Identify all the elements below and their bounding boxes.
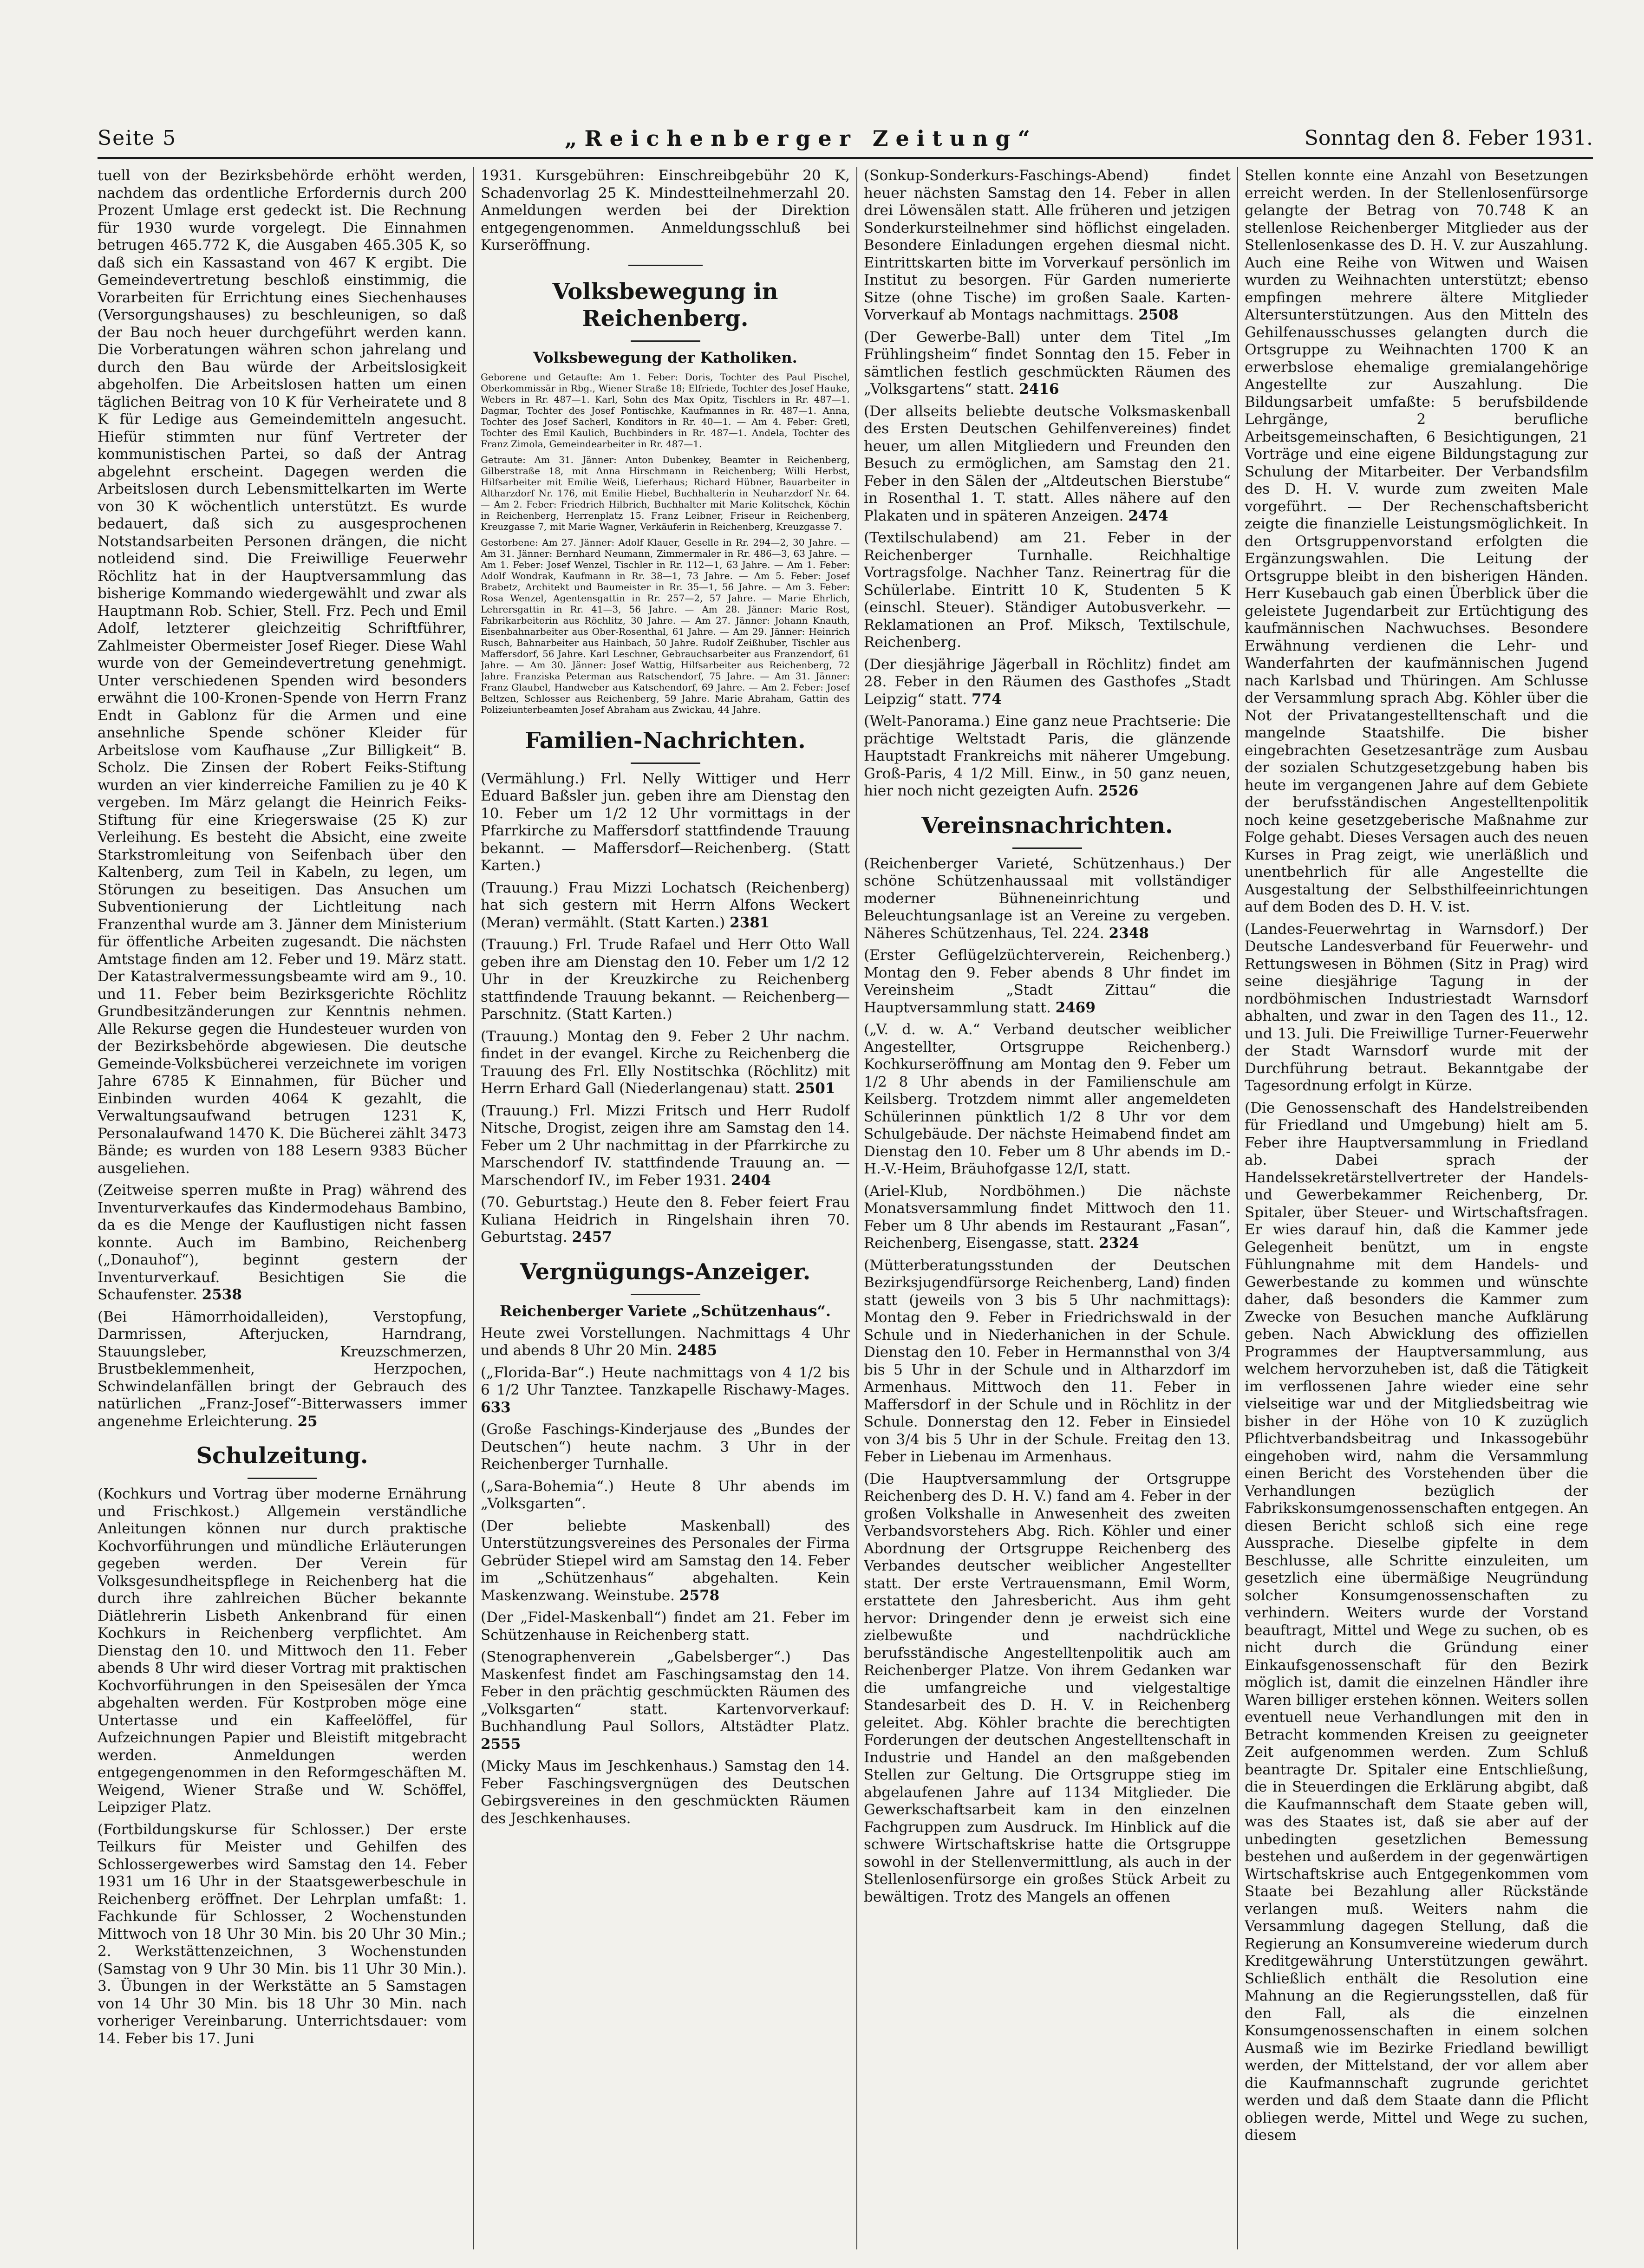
- register-births: Geborene und Getaufte: Am 1. Feber: Doris, Tochter des Paul Pischel, Oberkommissär in Rbg., Wiener Straße 18; Elfriede, Tochter des Josef Hauke, Webers in Rr. 487—1. Karl, Sohn des Max Opitz, Tischlers in Rr. 487—1. Dagmar, Tochter des Josef Pontischke, Kaufmannes in Rr. 487—1. Anna, Tochter des Josef Sacherl, Konditors in Rr. 40—1. — Am 4. Feber: Gretl, Tochter des Emil Kaulich, Buchbinders in Rr. 487—1. Andela, Tochter des Franz Zimola, Gemeindearbeiter in Rr. 487—1.: [481, 371, 850, 450]
- ad-code: 2416: [1019, 381, 1059, 398]
- event-notice: [864, 403, 1231, 525]
- notice-text: (Bei Hämorrhoidalleiden), Verstopfung, Darmrissen, Afterjucken, Harndrang, Stauungsleber, Kreuzschmerzen, Brustbeklemmenheit, Herzpochen, Schwindelanfällen bringt der Gebrauch des natürlichen „Franz-Josef“-Bitterwassers immer angenehme Erleichterung.: [98, 1308, 467, 1430]
- header-rule: [98, 157, 1593, 159]
- section-heading-vereinsnachrichten: Vereinsnachrichten.: [864, 812, 1231, 849]
- masthead: „Reichenberger Zeitung“: [564, 126, 1038, 151]
- subheading: Reichenberger Variete „Schützenhaus“.: [499, 1302, 831, 1320]
- event-notice: [481, 1518, 850, 1605]
- notice-text: (Sonkup-Sonderkurs-Faschings-Abend) findet heuer nächsten Samstag den 14. Feber in allen drei Löwensälen statt. Alle früheren und jetzigen Sonderkursteilnehmer sind höflichst eingeladen. Besondere Einladungen ergehen diesmal nicht. Eintrittskarten bitte im Vorverkauf persönlich im Institut zu besorgen. Für Garden numerierte Sitze (ohne Tische) im großen Saale. Karten-Vorverkauf ab Montags nachmittags.: [864, 167, 1231, 323]
- ad-code: 2485: [677, 1342, 718, 1359]
- column-1: [98, 167, 467, 2249]
- notice-text: („Florida-Bar“.) Heute nachmittags von 4 1/2 bis 6 1/2 Uhr Tanztee. Tanzkapelle Rischawy-Mages.: [481, 1364, 850, 1398]
- notice-text: (Zeitweise sperren mußte in Prag) während des Inventurverkaufes das Kindermodehaus Bambino, da es die Menge der Kauflustigen nicht fassen konnte. Auch im Bambino, Reichenberg („Donauhof“), beginnt gestern der Inventurverkauf. Besichtigen Sie die Schaufenster.: [98, 1182, 467, 1303]
- ad-code: 2508: [1138, 306, 1179, 323]
- notice: [98, 1309, 467, 1431]
- register-deaths: Gestorbene: Am 27. Jänner: Adolf Klauer, Geselle in Rr. 294—2, 30 Jahre. — Am 31. Jänner: Bernhard Neumann, Zimmermaler in Rr. 486—3, 63 Jahre. — Am 1. Feber: Josef Wenzel, Tischler in Rr. 112—1, 63 Jahre. — Am 1. Feber: Adolf Wondrak, Kaufmann in Rr. 38—1, 73 Jahre. — Am 5. Feber: Josef Brabetz, Architekt und Baumeister in Rr. 35—1, 56 Jahre. — Am 3. Feber: Rosa Wenzel, Agentensgattin in Rr. 257—2, 57 Jahre. — Marie Ehrlich, Lehrersgattin in Rr. 41—3, 56 Jahre. — Am 28. Jänner: Marie Rost, Fabrikarbeiterin aus Röchlitz, 30 Jahre. — Am 27. Jänner: Johann Knauth, Eisenbahnarbeiter aus Ober-Rosenthal, 61 Jahre. — Am 29. Jänner: Heinrich Rusch, Bahnarbeiter aus Hainbach, 50 Jahre. Rudolf Zeißhuber, Tischler aus Maffersdorf, 56 Jahre. Karl Leschner, Gebrauchsarbeiter aus Franzendorf, 61 Jahre. — Am 30. Jänner: Josef Wattig, Hilfsarbeiter aus Reichenberg, 72 Jahre. Franziska Peterman aus Ratschendorf, 75 Jahre. — Am 31. Jänner: Franz Glaubel, Handweber aus Katschendorf, 69 Jahre. — Am 2. Feber: Josef Beltzen, Schlosser aus Reichenberg, 59 Jahre. Marie Abraham, Gattin des Polizeiunterbeamten Josef Abraham aus Zwickau, 44 Jahre.: [481, 536, 850, 715]
- event-notice: [481, 1364, 850, 1417]
- article-text: (Landes-Feuerwehrtag in Warnsdorf.) Der Deutsche Landesverband für Feuerwehr- und Rettungswesen in Böhmen (Sitz in Prag) wird seine diesjährige Tagung in der nordböhmischen Industriestadt Warnsdorf abhalten, und zwar in den Tagen des 11., 12. und 13. Juli. Die Freiwillige Turner-Feuerwehr der Stadt Warnsdorf wurde mit der Durchführung betraut. Bekanntgabe der Tagesordnung erfolgt in Kürze.: [1245, 920, 1588, 1094]
- section-heading-schulzeitung: Schulzeitung.: [98, 1442, 467, 1479]
- notice-text: (70. Geburtstag.) Heute den 8. Feber feiert Frau Kuliana Heidrich in Ringelshain ihren 70. Geburtstag.: [481, 1194, 850, 1245]
- section-heading-vergnuegung: Vergnügungs-Anzeiger.: [481, 1258, 850, 1295]
- notice-text: (Erster Geflügelzüchterverein, Reichenberg.) Montag den 9. Feber abends 8 Uhr findet im Vereinsheim „Stadt Zittau“ die Hauptversammlung statt.: [864, 947, 1231, 1016]
- event-notice: [481, 1325, 850, 1360]
- subheading: Volksbewegung der Katholiken.: [533, 348, 797, 366]
- notice-text: (Trauung.) Frau Mizzi Lochatsch (Reichenberg) hat sich gestern mit Herrn Alfons Weckert (Meran) vermählt. (Statt Karten.): [481, 879, 850, 931]
- article-text: (Kochkurs und Vortrag über moderne Ernährung und Frischkost.) Allgemein verständliche Anleitungen können nur durch praktische Kochvorführungen und mündliche Erläuterungen gegeben werden. Der Verein für Volksgesundheitspflege in Reichenberg hat die durch ihre zahlreichen Bücher bekannte Diätlehrerin Lisbeth Ankenbrand für einen Kochkurs in Reichenberg verpflichtet. Am Dienstag den 10. und Mittwoch den 11. Feber abends 8 Uhr wird dieser Vortrag mit praktischen Kochvorführungen in den Speisesälen der Ymca abgehalten werden. Für Kostproben möge eine Untertasse und ein Kaffeelöffel, für Aufzeichnungen Papier und Bleistift mitgebracht werden. Anmeldungen werden entgegengenommen in den Reformgeschäften M. Weigend, Wiener Straße und W. Schöffel, Leipziger Platz.: [98, 1486, 467, 1816]
- article-text: (Die Genossenschaft des Handelstreibenden für Friedland und Umgebung) hielt am 5. Feber ihre Hauptversammlung in Friedland ab. Dabei sprach der Handelssekretärstellvertreter der Handels- und Gewerbekammer Reichenberg, Dr. Spitaler, über Steuer- und Wirtschaftsfragen. Er wies darauf hin, daß die Kammer jede Gelegenheit benützt, um in engste Fühlungnahme mit dem Handels- und Gewerbestande zu kommen und wünschte daher, daß besonders die Kammer zum Zwecke von Besuchen manche Aufklärung geben. Nach Abwicklung des offiziellen Programmes der Hauptversammlung, aus welchem hervorzuheben ist, daß die Tätigkeit im verflossenen Jahre wieder eine sehr vielseitige war und der Mitgliedsbeitrag wie bisher in der Höhe von 10 K zuzüglich Pflichtverbandsbeitrag und Inkassogebühr eingehoben wird, nahm die Versammlung einen Bericht des Vorstehenden über die Verhandlungen bezüglich der Fabrikskonsumgenossenschaften entgegen. An diesen Bericht schloß sich eine rege Aussprache. Dieselbe gipfelte in dem Beschlusse, alle Schritte einzuleiten, um gesetzlich eine übermäßige Neugründung solcher Konsumgenossenschaften zu verhindern. Weiters wurde der Vorstand beauftragt, Mittel und Wege zu suchen, ob es nicht durch die Gründung einer Einkaufsgenossenschaft für den Bezirk möglich ist, damit die einzelnen Händler ihre Waren billiger erstehen können. Weiters sollen eventuell neue Verhandlungen mit den in Betracht kommenden Kreisen zu geeigneter Zeit aufgenommen werden. Zum Schluß beantragte Dr. Spitaler eine Entschließung, die in Steuerdingen die Erklärung abgibt, daß die Kaufmannschaft dem Staate geben will, was des Staates ist, daß sie aber auf der unbedingten gesetzlichen Bemessung bestehen und außerdem in der gegenwärtigen Wirtschaftskrise auch Entgegenkommen vom Staate bei Bezahlung aller Rückstände verlangen muß. Weiters nahm die Versammlung dagegen Stellung, daß die Regierung an Konsumvereine wiederum durch Kreditgewährung Unterstützungen gewährt. Schließlich enthält die Resolution eine Mahnung an die Regierungsstellen, daß für den Fall, als die einzelnen Konsumgenossenschaften in einem solchen Ausmaß wie im Bezirke Friedland bewilligt werden, der Mittelstand, der vor allem aber die Kaufmannschaft zugrunde gerichtet werden und daß dem Staate dann die Pflicht obliegen werde, Mittel und Wege zu suchen, diesem: [1245, 1099, 1588, 2144]
- ad-code: 2457: [572, 1229, 612, 1245]
- ad-code: 2501: [795, 1080, 835, 1097]
- article-text: tuell von der Bezirksbehörde erhöht werden, nachdem das ordentliche Erfordernis durch 200 Prozent Umlage erst gedeckt ist. Die Rechnung für 1930 wurde vorgelegt. Die Einnahmen betrugen 465.772 K, die Ausgaben 465.305 K, so daß sich ein Kassastand von 467 K ergibt. Die Gemeindevertretung beschloß einstimmig, die Vorarbeiten für Errichtung eines Siechenhauses (Versorgungshauses) zu beschleunigen, so daß der Bau noch heuer durchgeführt werden kann. Die Vorberatungen währen schon jahrelang und durch den Bau würde der Arbeitslosigkeit abgeholfen. Die Arbeitslosen hatten um einen täglichen Beitrag von 10 K für Verheiratete und 8 K für Ledige aus Gemeindemitteln angesucht. Hiefür stimmten nur fünf Vertreter der kommunistischen Partei, so daß der Antrag abgelehnt erscheint. Dagegen werden die Arbeitslosen durch Lebensmittelkarten im Werte von 30 K wöchentlich unterstützt. Es wurde bedauert, daß sich zu ausgesprochenen Notstandsarbeiten Personen drängen, die nicht notleidend sind. Die Freiwillige Feuerwehr Röchlitz hat in der Hauptversammlung das bisherige Kommando wiedergewählt und zwar als Hauptmann Rob. Schier, Stell. Frz. Pech und Emil Adolf, letzterer gleichzeitig Schriftführer, Zahlmeister Obermeister Josef Rieger. Diese Wahl wurde von der Gemeindevertretung genehmigt. Unter verschiedenen Spenden wird besonders erwähnt die 100-Kronen-Spende von Herrn Franz Endt in Gablonz für die Armen und eine ansehnliche Spende schöner Kleider für Arbeitslose vom Kaufhause „Zur Billigkeit“ B. Scholz. Die Zinsen der Robert Feiks-Stiftung wurden an vier kinderreiche Familien zu je 40 K vergeben. Im März gelangt die Heinrich Feiks-Stiftung für eine Kriegerswaise (25 K) zur Verleihung. Es besteht die Absicht, eine zweite Starkstromleitung von Seifenbach über den Kaltenberg, zum Teil in Kabeln, zu legen, um Störungen zu beseitigen. Das Ansuchen um Subventionierung der Lichtleitung nach Franzenthal wurde am 3. Jänner dem Ministerium für öffentliche Arbeiten zugesandt. Die nächsten Amtstage finden am 12. Feber und 19. März statt. Der Katastralvermessungsbeamte wird am 9., 10. und 11. Feber beim Bezirksgerichte Röchlitz Grundbesitzänderungen zur Kenntnis nehmen. Alle Rekurse gegen die Hundesteuer wurden von der Bezirksbehörde abgewiesen. Die deutsche Gemeinde-Volksbücherei verzeichnete im vorigen Jahre 6785 K Einnahmen, für Bücher und Einbinden wurden 4064 K gezahlt, die Verwaltungsaufwand betrugen 1231 K, Personalaufwand 1470 K. Die Bücherei zählt 3473 Bände; es wurden von 188 Lesern 9383 Bücher ausgeliehen.: [98, 167, 467, 1177]
- column-2: [481, 167, 850, 2249]
- section-heading-familien: Familien-Nachrichten.: [481, 727, 850, 764]
- ad-code: 25: [297, 1413, 318, 1430]
- notice-text: (Der beliebte Maskenball) des Unterstützungsvereines des Personales der Firma Gebrüder Stiepel wird am Samstag den 14. Feber im „Schützenhaus“ abgehalten. Kein Maskenzwang. Weinstube.: [481, 1517, 850, 1604]
- notice-text: (Ariel-Klub, Nordböhmen.) Die nächste Monatsversammlung findet Mittwoch den 11. Feber um 8 Uhr abends im Restaurant „Fasan“, Reichenberg, Eisengasse, statt.: [864, 1182, 1231, 1251]
- column-3: [864, 167, 1231, 2249]
- article-text: Stellen konnte eine Anzahl von Besetzungen erreicht werden. In der Stellenlosenfürsorge gelangte der Betrag von 70.748 K an stellenlose Reichenberger Mitglieder aus der Stellenlosenkasse des D. H. V. zur Auszahlung. Auch eine Reihe von Witwen und Waisen wurden zu Weihnachten unterstützt; ebenso empfingen mehrere ältere Mitglieder Altersunterstützungen. Aus den Mitteln des Gehilfenausschusses gelangten durch die Ortsgruppe zu Weihnachten 1700 K an erwerbslose ehemalige gremialangehörige Angestellte zur Auszahlung. Die Bildungsarbeit umfaßte: 5 berufsbildende Lehrgänge, 2 berufliche Arbeitsgemeinschaften, 6 Besichtigungen, 21 Vorträge und eine eigene Bildungstagung zur Schulung der Mitarbeiter. Der Verbandsfilm des D. H. V. wurde zum zweiten Male vorgeführt. — Der Rechenschaftsbericht zeigte die finanzielle Leistungsmöglichkeit. In den Ortsgruppenvorstand erfolgten die Ergänzungswahlen. Die Leitung der Ortsgruppe bleibt in den bisherigen Händen. Herr Kusebauch gab einen Überblick über die geleistete Jugendarbeit zur Ertüchtigung des kaufmännischen Nachwuchses. Besondere Erwähnung verdienen die Lehr- und Wanderfahrten der kaufmännischen Jugend nach Karlsbad und Thüringen. Am Schlusse der Versammlung sprach Abg. Köhler über die Not der Privatangestelltenschaft und die mangelnde Staatshilfe. Die bisher eingebrachten Gesetzesanträge zum Ausbau der sozialen Schutzgesetzgebung haben bis heute im vergangenen Jahre auf dem Gebiete der berufsständischen Angestelltenpolitik noch keine gesetzgeberische Maßnahme zur Folge gehabt. Dieses Versagen auch des neuen Kurses in Prag zeigt, wie unerläßlich und unentbehrlich für alle Angestellte die Ausgestaltung der Selbsthilfeeinrichtungen auf dem Boden des D. H. V. ist.: [1245, 167, 1588, 915]
- ad-code: 2469: [1055, 999, 1096, 1016]
- notice-text: (Der allseits beliebte deutsche Volksmaskenball des Ersten Deutschen Gehilfenvereines) findet heuer, um allen Mitgliedern und Freunden den Besuch zu ermöglichen, am Samstag den 21. Feber in den Sälen der „Altdeutschen Bierstube“ in Rosenthal 1. T. statt. Alles nähere auf den Plakaten und in späteren Anzeigen.: [864, 403, 1231, 524]
- event-notice: [481, 1649, 850, 1753]
- family-notice: [481, 1102, 850, 1190]
- event-notice: („Sara-Bohemia“.) Heute 8 Uhr abends im „Volksgarten“.: [481, 1478, 850, 1512]
- notice-text: (Trauung.) Montag den 9. Feber 2 Uhr nachm. findet in der evangel. Kirche zu Reichenberg die Trauung des Frl. Elly Nostitschka (Röchlitz) mit Herrn Erhard Gall (Niederlangenau) statt.: [481, 1028, 850, 1097]
- column-divider: [1237, 167, 1238, 2249]
- notice-text: (Der diesjährige Jägerball in Röchlitz) findet am 28. Feber in den Räumen des Gasthofes „Stadt Leipzig“ statt.: [864, 656, 1231, 708]
- event-notice: [864, 329, 1231, 398]
- ad-code: 2348: [1109, 925, 1149, 942]
- dateline: Sonntag den 8. Feber 1931.: [1304, 126, 1593, 150]
- family-notice: [481, 880, 850, 932]
- club-notice: [864, 947, 1231, 1017]
- ad-code: 2381: [730, 914, 770, 931]
- event-notice: (Textilschulabend) am 21. Feber in der Reichenberger Turnhalle. Reichhaltige Vortragsfolge. Nachher Tanz. Reinertrag für die Schülerlabe. Eintritt 10 K, Studenten 5 K (einschl. Steuer). Ständiger Autobusverkehr. — Reklamationen an Prof. Miksch, Textilschule, Reichenberg.: [864, 529, 1231, 651]
- notice-text: (Reichenberger Varieté, Schützenhaus.) Der schöne Schützenhaussaal mit vollständiger moderner Bühneneinrichtung und Beleuchtungsanlage ist an Vereine zu vergeben. Näheres Schützenhaus, Tel. 224.: [864, 855, 1231, 942]
- section-heading-volksbewegung: Volksbewegung in Reichenberg.: [481, 278, 850, 342]
- page-number: Seite 5: [98, 126, 176, 150]
- ad-code: 633: [481, 1399, 511, 1416]
- column-4: [1245, 167, 1588, 2249]
- ad-code: 2555: [481, 1735, 521, 1753]
- club-notice: [864, 855, 1231, 943]
- event-notice: (Micky Maus im Jeschkenhaus.) Samstag den 14. Feber Faschingsvergnügen des Deutschen Gebirgsvereines in den geschmückten Räumen des Jeschkenhauses.: [481, 1758, 850, 1827]
- event-notice: [864, 167, 1231, 324]
- event-notice: [864, 713, 1231, 800]
- event-notice: (Große Faschings-Kinderjause des „Bundes der Deutschen“) heute nachm. 3 Uhr in der Reichenberger Turnhalle.: [481, 1421, 850, 1473]
- notice-text: Heute zwei Vorstellungen. Nachmittags 4 Uhr und abends 8 Uhr 20 Min.: [481, 1324, 850, 1359]
- club-notice: (Mütterberatungsstunden der Deutschen Bezirksjugendfürsorge Reichenberg, Land) finden statt (jeweils von 3 bis 5 Uhr nachmittags): Montag den 9. Feber in Friedrichswald in der Schule und in Niederhanichen in der Schule. Dienstag den 10. Feber in Hermannsthal von 3/4 bis 5 Uhr in der Schule und in Altharzdorf im Armenhaus. Mittwoch den 11. Feber in Maffersdorf in der Schule und in Röchlitz in der Schule. Donnerstag den 12. Feber in Einsiedel von 3/4 bis 5 Uhr in der Schule. Freitag den 13. Feber in Liebenau im Armenhaus.: [864, 1257, 1231, 1465]
- club-notice: [864, 1183, 1231, 1252]
- article-text: (Fortbildungskurse für Schlosser.) Der erste Teilkurs für Meister und Gehilfen des Schlossergewerbes wird Samstag den 14. Feber 1931 um 16 Uhr in der Staatsgewerbeschule in Reichenberg eröffnet. Der Lehrplan umfaßt: 1. Fachkunde für Schlosser, 2 Wochenstunden Mittwoch von 18 Uhr 30 Min. bis 20 Uhr 30 Min.; 2. Werkstättenzeichnen, 3 Wochenstunden (Samstag von 9 Uhr 30 Min. bis 11 Uhr 30 Min.). 3. Übungen in der Werkstätte an 5 Samstagen von 14 Uhr 30 Min. bis 18 Uhr 30 Min. nach vorheriger Vereinbarung. Unterrichtsdauer: vom 14. Feber bis 17. Juni: [98, 1821, 467, 2047]
- ad-code: 2474: [1128, 507, 1168, 524]
- column-divider: [473, 167, 474, 2249]
- club-notice: („V. d. w. A.“ Verband deutscher weiblicher Angestellter, Ortsgruppe Reichenberg.) Kochkurseröffnung am Montag den 9. Feber um 1/2 8 Uhr abends in der Familienschule am Keilsberg. Trotzdem nimmt aller angemeldeten Schülerinnen pünktlich 1/2 8 Uhr vor dem Schulgebäude. Der nächste Heimabend findet am Dienstag den 10. Feber um 8 Uhr abends im D.-H.-V.-Heim, Bräuhofgasse 12/I, statt.: [864, 1021, 1231, 1177]
- column-divider: [856, 167, 857, 2249]
- notice-text: (Welt-Panorama.) Eine ganz neue Prachtserie: Die prächtige Weltstadt Paris, die glänzende Hauptstadt Frankreichs mit näherer Umgebung. Groß-Paris, 4 1/2 Mill. Einw., in 50 ganz neuen, hier noch nicht gezeigten Aufn.: [864, 713, 1231, 799]
- family-notice: [481, 1028, 850, 1098]
- notice-text: (Trauung.) Frl. Mizzi Fritsch und Herr Rudolf Nitsche, Drogist, zeigen ihre am Samstag den 14. Feber um 2 Uhr nachmittag in der Pfarrkirche zu Marschendorf IV. stattfindende Trauung an. — Marschendorf IV., im Feber 1931.: [481, 1102, 850, 1189]
- ad-code: 2404: [731, 1172, 771, 1189]
- event-notice: (Der „Fidel-Maskenball“) findet am 21. Feber im Schützenhause in Reichenberg statt.: [481, 1609, 850, 1643]
- ad-code: 2578: [679, 1587, 720, 1604]
- ad-code: 2526: [1098, 782, 1139, 799]
- event-notice: [864, 656, 1231, 709]
- ad-code: 2324: [1099, 1235, 1139, 1251]
- club-notice: (Die Hauptversammlung der Ortsgruppe Reichenberg des D. H. V.) fand am 4. Feber in der großen Volkshalle in Anwesenheit des zweiten Verbandsvorstehers Abg. Rich. Köhler und einer Abordnung der Ortsgruppe Reichenberg des Verbandes deutscher weiblicher Angestellter statt. Der erste Vertrauensmann, Emil Worm, erstattete den Jahresbericht. Aus ihm geht hervor: Dringender denn je erweist sich eine zielbewußte und nachdrückliche berufsständische Angestelltenpolitik auch am Reichenberger Platze. Von ihrem Gedanken war die umfangreiche und vielgestaltige Standesarbeit des D. H. V. in Reichenberg geleitet. Abg. Köhler brachte die berechtigten Forderungen der deutschen Angestelltenschaft in Industrie und Handel an den maßgebenden Stellen zur Geltung. Die Ortsgruppe stieg im abgelaufenen Jahre auf 1134 Mitglieder. Die Gewerkschaftsarbeit kam in den einzelnen Fachgruppen zum Ausdruck. Im Hinblick auf die schwere Wirtschaftskrise hatte die Ortsgruppe sowohl in der Stellenvermittlung, als auch in der Stellenlosenfürsorge ein großes Stück Arbeit zu bewältigen. Trotz des Mangels an offenen: [864, 1470, 1231, 1905]
- notice-text: (Stenographenverein „Gabelsberger“.) Das Maskenfest findet am Faschingsamstag den 14. Feber in den prächtig geschmückten Räumen des „Volksgarten“ statt. Kartenvorverkauf: Buchhandlung Paul Sollors, Altstädter Platz.: [481, 1649, 850, 1735]
- notice: [98, 1182, 467, 1304]
- article-text: 1931. Kursgebühren: Einschreibgebühr 20 K, Schadenvorlag 25 K. Mindestteilnehmerzahl 20. Anmeldungen werden bei der Direktion entgegengenommen. Anmeldungsschluß bei Kurseröffnung.: [481, 167, 850, 254]
- family-notice: (Trauung.) Frl. Trude Rafael und Herr Otto Wall geben ihre am Dienstag den 10. Feber um 1/2 12 Uhr in der Kreuzkirche zu Reichenberg stattfindende Trauung bekannt. — Reichenberg—Parschnitz. (Statt Karten.): [481, 936, 850, 1023]
- family-notice: (Vermählung.) Frl. Nelly Wittiger und Herr Eduard Baßsler jun. geben ihre am Dienstag den 10. Feber um 1/2 12 Uhr vormittags in der Pfarrkirche zu Maffersdorf stattfindende Trauung bekannt. — Maffersdorf—Reichenberg. (Statt Karten.): [481, 770, 850, 874]
- ad-code: 2538: [202, 1286, 242, 1303]
- family-notice: [481, 1194, 850, 1246]
- divider: [628, 265, 703, 266]
- ad-code: 774: [971, 691, 1002, 708]
- register-marriages: Getraute: Am 31. Jänner: Anton Dubenkey, Beamter in Reichenberg, Gilberstraße 18, mit Anna Hirschmann in Reichenberg; Willi Herbst, Hilfsarbeiter mit Emilie Weiß, Lieferhaus; Richard Hübner, Bauarbeiter in Altharzdorf Nr. 176, mit Emilie Hiebel, Buchhalterin in Neuharzdorf Nr. 64. — Am 2. Feber: Friedrich Hilbrich, Buchhalter mit Marie Kolitschek, Köchin in Reichenberg, Herrenplatz 15. Franz Leibner, Friseur in Reichenberg, Kreuzgasse 7, mit Marie Wagner, Verkäuferin in Reichenberg, Kreuzgasse 7.: [481, 454, 850, 532]
- notice-text: (Der Gewerbe-Ball) unter dem Titel „Im Frühlingsheim“ findet Sonntag den 15. Feber in sämtlichen festlich geschmückten Räumen des „Volksgartens“ statt.: [864, 328, 1231, 398]
